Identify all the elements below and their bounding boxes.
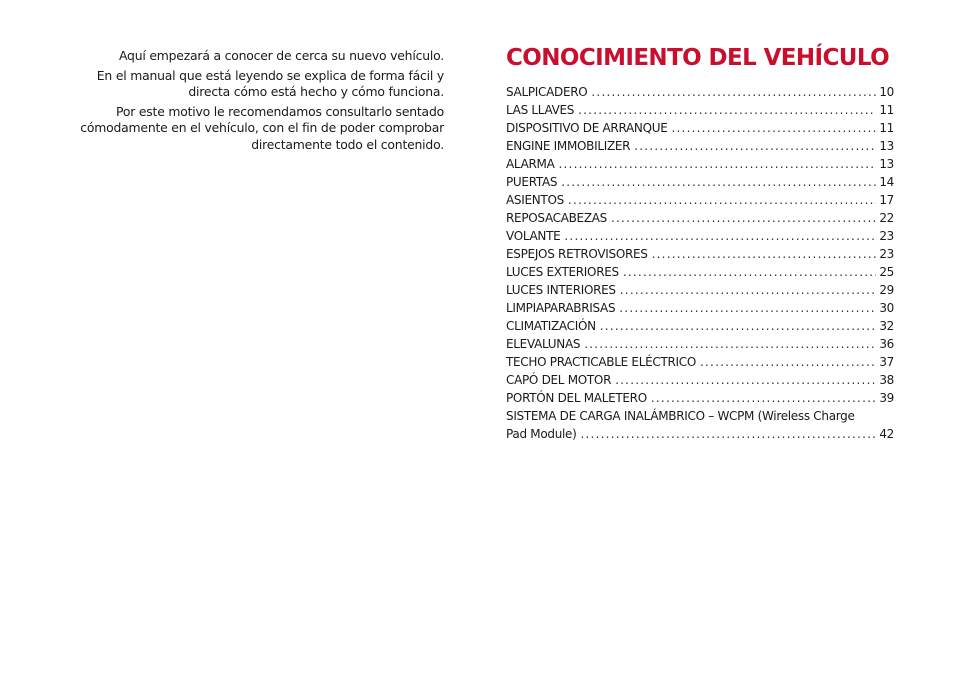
toc-entry-label: LIMPIAPARABRISAS xyxy=(506,301,616,315)
toc-leader-dots xyxy=(611,209,876,227)
toc-entry-page: 39 xyxy=(879,391,894,405)
toc-entry-page: 10 xyxy=(879,85,894,99)
toc-leader-dots xyxy=(623,263,877,281)
intro-paragraph: Por este motivo le recomendamos consultarlo sentado cómodamente en el vehículo, con el fin de poder comprobar directamente todo el contenido. xyxy=(80,103,444,152)
toc-entry-label: LUCES INTERIORES xyxy=(506,283,616,297)
toc-entry-label: ALARMA xyxy=(506,157,555,171)
toc-entry-page: 11 xyxy=(879,121,894,135)
toc-entry-label: ESPEJOS RETROVISORES xyxy=(506,247,648,261)
toc-leader-dots xyxy=(568,191,876,209)
toc-entry-page: 17 xyxy=(879,193,894,207)
toc-leader-dots xyxy=(564,227,876,245)
toc-leader-dots xyxy=(620,281,877,299)
toc-entry-label: LAS LLAVES xyxy=(506,103,575,117)
toc-entry[interactable] xyxy=(506,353,894,371)
toc-leader-dots xyxy=(558,155,876,173)
toc-entry[interactable] xyxy=(506,209,894,227)
toc-entry-label: VOLANTE xyxy=(506,229,561,243)
toc-entry-label: TECHO PRACTICABLE ELÉCTRICO xyxy=(506,355,696,369)
toc-entry[interactable] xyxy=(506,119,894,137)
intro-paragraph: En el manual que está leyendo se explica de forma fácil y directa cómo está hecho y cómo funciona. xyxy=(96,67,444,100)
toc-entry-label: ENGINE IMMOBILIZER xyxy=(506,139,631,153)
toc-entry[interactable] xyxy=(506,191,894,209)
toc-entry[interactable] xyxy=(506,155,894,173)
toc-entry-page: 38 xyxy=(879,373,894,387)
toc-entry[interactable] xyxy=(506,281,894,299)
toc-entry[interactable] xyxy=(506,317,894,335)
toc-entry-label: ASIENTOS xyxy=(506,193,564,207)
toc-entry-page: 42 xyxy=(879,427,894,441)
toc-leader-dots xyxy=(561,173,876,191)
toc-entry[interactable] xyxy=(506,299,894,317)
toc-entry-page: 23 xyxy=(879,229,894,243)
toc-entry-page: 23 xyxy=(879,247,894,261)
toc-leader-dots xyxy=(578,101,876,119)
toc-entry-label: CLIMATIZACIÓN xyxy=(506,319,596,333)
toc-entry-page: 30 xyxy=(879,301,894,315)
toc-entry[interactable] xyxy=(506,137,894,155)
toc-entry-label: ELEVALUNAS xyxy=(506,337,581,351)
toc-entry-label: SISTEMA DE CARGA INALÁMBRICO – WCPM (Wireless Charge xyxy=(506,409,855,423)
toc-entry[interactable] xyxy=(506,371,894,389)
toc-leader-dots xyxy=(581,425,877,443)
toc-entry[interactable] xyxy=(506,173,894,191)
toc-entry-page: 14 xyxy=(879,175,894,189)
toc-entry[interactable] xyxy=(506,83,894,101)
table-of-contents xyxy=(506,44,894,443)
toc-entry-page: 22 xyxy=(879,211,894,225)
toc-entry[interactable] xyxy=(506,335,894,353)
toc-entry-label: CAPÓ DEL MOTOR xyxy=(506,373,612,387)
toc-entry-page: 29 xyxy=(879,283,894,297)
toc-entry-page: 37 xyxy=(879,355,894,369)
toc-entry-label: SALPICADERO xyxy=(506,85,588,99)
toc-entry[interactable] xyxy=(506,263,894,281)
toc-entry-label: LUCES EXTERIORES xyxy=(506,265,619,279)
toc-entry[interactable] xyxy=(506,227,894,245)
toc-entry-page: 32 xyxy=(879,319,894,333)
toc-leader-dots xyxy=(700,353,876,371)
toc-leader-dots xyxy=(591,83,876,101)
toc-entry-wireless-charging[interactable] xyxy=(506,407,894,443)
toc-leader-dots xyxy=(619,299,876,317)
intro-paragraph: Aquí empezará a conocer de cerca su nuevo vehículo. xyxy=(118,48,444,63)
toc-leader-dots xyxy=(615,371,876,389)
toc-leader-dots xyxy=(634,137,876,155)
toc-list xyxy=(506,83,894,443)
toc-entry[interactable] xyxy=(506,245,894,263)
toc-entry-label: Pad Module) xyxy=(506,427,577,441)
toc-entry-page: 13 xyxy=(879,139,894,153)
toc-entry-page: 11 xyxy=(879,103,894,117)
toc-entry-label: DISPOSITIVO DE ARRANQUE xyxy=(506,121,668,135)
section-title: CONOCIMIENTO DEL VEHÍCULO xyxy=(506,45,890,71)
toc-leader-dots xyxy=(672,119,877,137)
toc-leader-dots xyxy=(652,245,877,263)
toc-entry-label: PUERTAS xyxy=(506,175,558,189)
toc-leader-dots xyxy=(584,335,876,353)
toc-leader-dots xyxy=(600,317,877,335)
toc-entry-label: PORTÓN DEL MALETERO xyxy=(506,391,647,405)
toc-entry-page: 25 xyxy=(879,265,894,279)
toc-entry-page: 13 xyxy=(879,157,894,171)
toc-entry-page: 36 xyxy=(879,337,894,351)
toc-entry-label: REPOSACABEZAS xyxy=(506,211,607,225)
toc-entry[interactable] xyxy=(506,101,894,119)
toc-entry[interactable] xyxy=(506,389,894,407)
toc-leader-dots xyxy=(651,389,876,407)
intro-text xyxy=(60,48,444,157)
